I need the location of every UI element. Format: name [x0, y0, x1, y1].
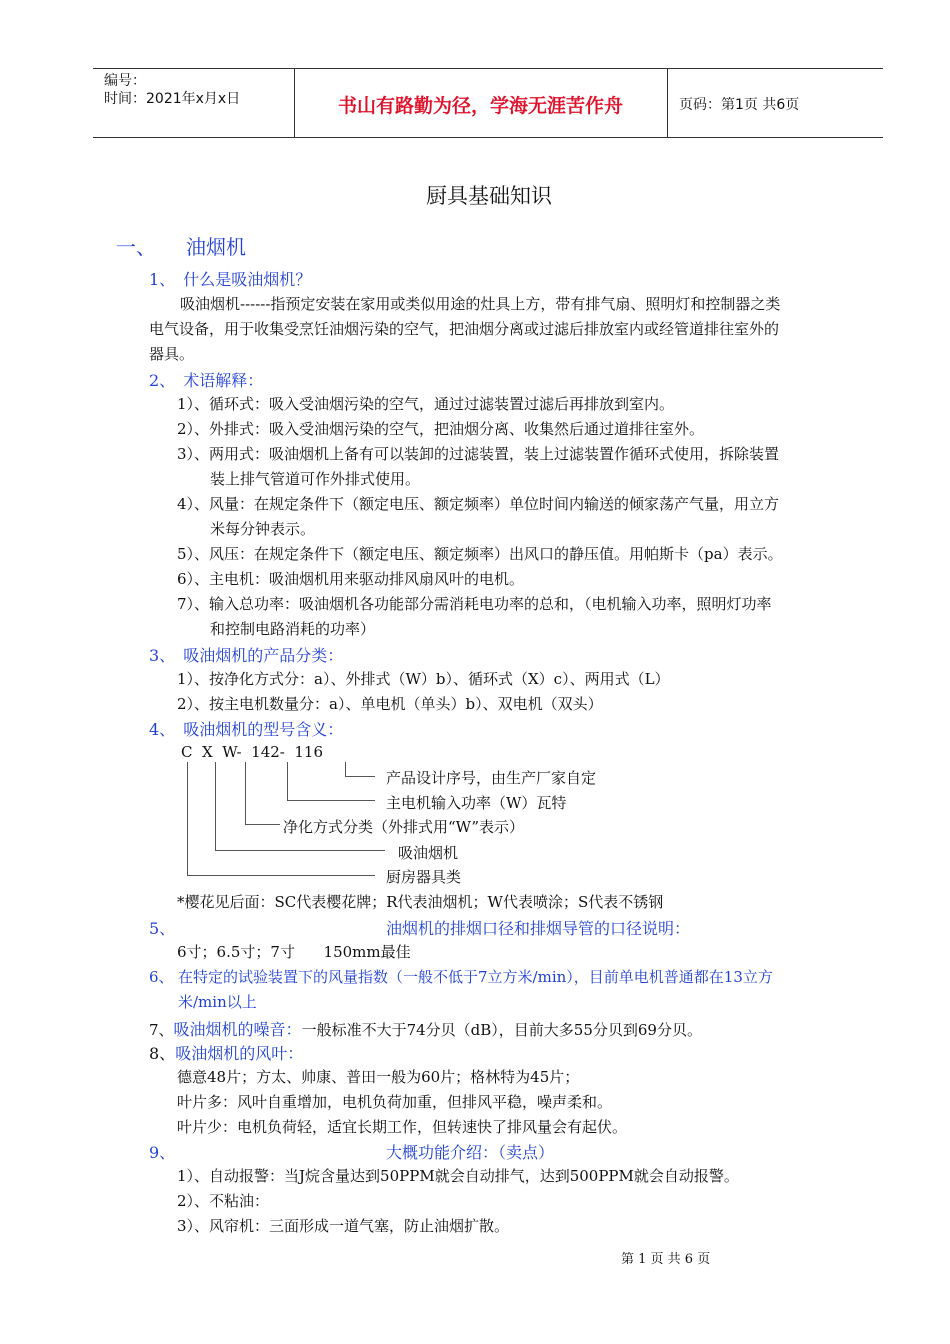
subheading-title: 什么是吸油烟机？: [183, 270, 312, 289]
list-item: 1）、循环式：吸入受油烟污染的空气，通过过滤装置过滤后再排放到室内。: [177, 395, 675, 413]
paragraph-line: 叶片少：电机负荷轻，适宜长期工作，但转速快了排风量会有起伏。: [177, 1118, 628, 1136]
list-item: 1）、按净化方式分：a）、外排式（W）b）、循环式（X）c）、两用式（L）: [177, 670, 670, 688]
paragraph-line: 器具。: [149, 345, 195, 363]
subheading-title: 吸油烟机的噪音：: [173, 1020, 302, 1039]
diagram-line: [215, 850, 385, 851]
model-note: *樱花见后面：SC代表樱花牌；R代表油烟机；W代表喷涂；S代表不锈钢: [177, 893, 664, 911]
diagram-line: [345, 776, 375, 777]
model-code: C X W- 142- 116: [181, 743, 324, 761]
model-label: 吸油烟机: [398, 844, 459, 862]
paragraph-line: 米/min以上: [178, 993, 257, 1011]
diagram-line: [215, 762, 216, 850]
time-label: 时间：2021年x月x日: [104, 91, 241, 107]
subheading-7: [149, 1017, 702, 1040]
subheading-number: 7、: [149, 1021, 174, 1039]
subheading-number: 3、: [149, 646, 176, 665]
header-divider: [667, 69, 668, 137]
list-item-continuation: 和控制电路消耗的功率）: [210, 620, 376, 638]
section-heading: [116, 231, 246, 260]
subheading-number: 5、: [149, 919, 176, 938]
diagram-line: [245, 762, 246, 824]
subheading-title: 术语解释：: [183, 371, 264, 390]
section-number: 一、: [116, 235, 156, 259]
header-page-info: 页码：第1页 共6页: [679, 97, 800, 113]
page-header: [93, 68, 883, 138]
diagram-line: [287, 800, 375, 801]
list-item-continuation: 米每分钟表示。: [210, 520, 316, 538]
subheading-number: 8、: [149, 1044, 176, 1063]
list-item: 5）、风压：在规定条件下（额定电压、额定频率）出风口的静压值。用帕斯卡（pa）表示。: [177, 545, 783, 563]
paragraph-line: 德意48片；方太、帅康、普田一般为60片；格林特为45片；: [177, 1068, 580, 1086]
subheading-5-title: 油烟机的排烟口径和排烟导管的口径说明：: [386, 919, 691, 938]
document-title: 厨具基础知识: [426, 184, 552, 208]
list-item: 1）、自动报警：当J烷含量达到50PPM就会自动排气，达到500PPM就会自动报警。: [177, 1167, 739, 1185]
diagram-line: [287, 762, 288, 800]
subheading-title: 吸油烟机的风叶：: [175, 1044, 304, 1063]
list-item: 3）、风帘机：三面形成一道气塞，防止油烟扩散。: [177, 1217, 510, 1235]
subheading-number: 9、: [149, 1143, 176, 1162]
paragraph-text: 一般标准不大于74分贝（dB），目前大多55分贝到69分贝。: [301, 1021, 702, 1039]
list-item: 4）、风量：在规定条件下（额定电压、额定频率）单位时间内输送的倾家荡产气量，用立方: [177, 495, 780, 513]
diagram-line: [187, 875, 375, 876]
subheading-title: 吸油烟机的产品分类：: [183, 646, 344, 665]
subheading-title: 吸油烟机的型号含义：: [183, 720, 344, 739]
list-item: 7）、输入总功率：吸油烟机各功能部分需消耗电功率的总和，（电机输入功率，照明灯功率: [177, 595, 772, 613]
list-item: 2）、外排式：吸入受油烟污染的空气，把油烟分离、收集然后通过道排往室外。: [177, 420, 705, 438]
model-label: 主电机输入功率（W）瓦特: [386, 794, 567, 812]
list-item: 2）、按主电机数量分：a）、单电机（单头）b）、双电机（双头）: [177, 695, 603, 713]
list-item: 2）、不粘油：: [177, 1192, 270, 1210]
model-label: 产品设计序号，由生产厂家自定: [386, 769, 597, 787]
list-item: 3）、两用式：吸油烟机上备有可以装卸的过滤装置，装上过滤装置作循环式使用，拆除装置: [177, 445, 780, 463]
section-title: 油烟机: [186, 235, 246, 259]
diagram-line: [187, 762, 188, 875]
diagram-line: [345, 762, 346, 776]
model-label: 厨房器具类: [386, 868, 462, 886]
model-label: 净化方式分类（外排式用“W”表示）: [283, 818, 525, 836]
diagram-line: [245, 824, 280, 825]
subheading-number: 1、: [149, 270, 176, 289]
list-item: 6）、主电机：吸油烟机用来驱动排风扇风叶的电机。: [177, 570, 525, 588]
paragraph-line: 6寸；6.5寸；7寸 150mm最佳: [177, 943, 411, 961]
paragraph-line: 吸油烟机------指预定安装在家用或类似用途的灶具上方，带有排气扇、照明灯和控制器之类: [180, 295, 781, 313]
subheading-2: [149, 368, 263, 391]
header-meta: [104, 72, 240, 108]
subheading-4: [149, 717, 343, 740]
header-motto: 书山有路勤为径，学海无涯苦作舟: [337, 95, 623, 117]
page-footer: 第 1 页 共 6 页: [621, 1252, 711, 1267]
subheading-number: 6、: [149, 968, 174, 986]
paragraph-line: 电气设备，用于收集受烹饪油烟污染的空气，把油烟分离或过滤后排放室内或经管道排往室外的: [149, 320, 780, 338]
paragraph-line: 在特定的试验装置下的风量指数（一般不低于7立方米/min），目前单电机普通都在13立方: [178, 968, 773, 986]
subheading-3: [149, 643, 343, 666]
number-label: 编号：: [104, 73, 146, 89]
subheading-8: [149, 1041, 303, 1064]
subheading-number: 2、: [149, 371, 176, 390]
paragraph-line: 叶片多：风叶自重增加，电机负荷加重，但排风平稳，噪声柔和。: [177, 1093, 613, 1111]
subheading-1: [149, 267, 311, 290]
subheading-9-title: 大概功能介绍：（卖点）: [386, 1143, 555, 1162]
subheading-number: 4、: [149, 720, 176, 739]
list-item-continuation: 装上排气管道可作外排式使用。: [210, 470, 421, 488]
